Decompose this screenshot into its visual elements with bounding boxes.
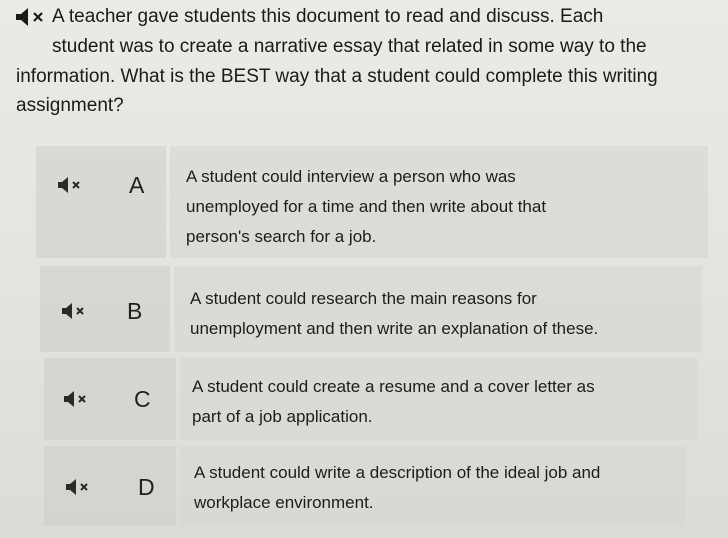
choice-letter: C: [134, 386, 151, 412]
answer-choice-a[interactable]: [36, 146, 708, 258]
choice-letter: B: [127, 298, 143, 324]
question-text-line: information. What is the BEST way that a student could complete this writing: [16, 66, 658, 87]
choice-letter: D: [138, 474, 155, 500]
question-text-line: student was to create a narrative essay that related in some way to the: [52, 36, 647, 57]
choice-text-line: A student could write a description of the ideal job and: [194, 463, 601, 482]
choice-label-cell: [36, 146, 166, 258]
speaker-mute-icon[interactable]: [56, 176, 88, 194]
speaker-mute-icon[interactable]: [62, 390, 94, 408]
choice-text: [194, 458, 600, 518]
choice-text-line: unemployed for a time and then write about that: [186, 197, 547, 216]
question-text-line: assignment?: [16, 95, 124, 116]
choice-text-line: A student could interview a person who was: [186, 167, 516, 186]
choice-text-line: part of a job application.: [192, 407, 373, 426]
choice-text: [190, 284, 598, 344]
choice-text-line: unemployment and then write an explanation of these.: [190, 319, 599, 338]
answer-choice-c[interactable]: [44, 358, 698, 440]
choice-text: [186, 162, 546, 252]
speaker-mute-icon[interactable]: [64, 478, 96, 496]
choice-text-line: person's search for a job.: [186, 227, 377, 246]
choice-letter: A: [129, 172, 145, 198]
choice-text-line: workplace environment.: [194, 493, 374, 512]
choice-text-line: A student could create a resume and a cover letter as: [192, 377, 595, 396]
answer-choice-b[interactable]: [40, 266, 702, 352]
answer-choice-d[interactable]: [44, 446, 686, 526]
question-text-line: A teacher gave students this document to read and discuss. Each: [52, 6, 604, 27]
speaker-mute-icon[interactable]: [60, 302, 92, 320]
choice-text: [192, 372, 595, 432]
choice-text-line: A student could research the main reasons for: [190, 289, 537, 308]
